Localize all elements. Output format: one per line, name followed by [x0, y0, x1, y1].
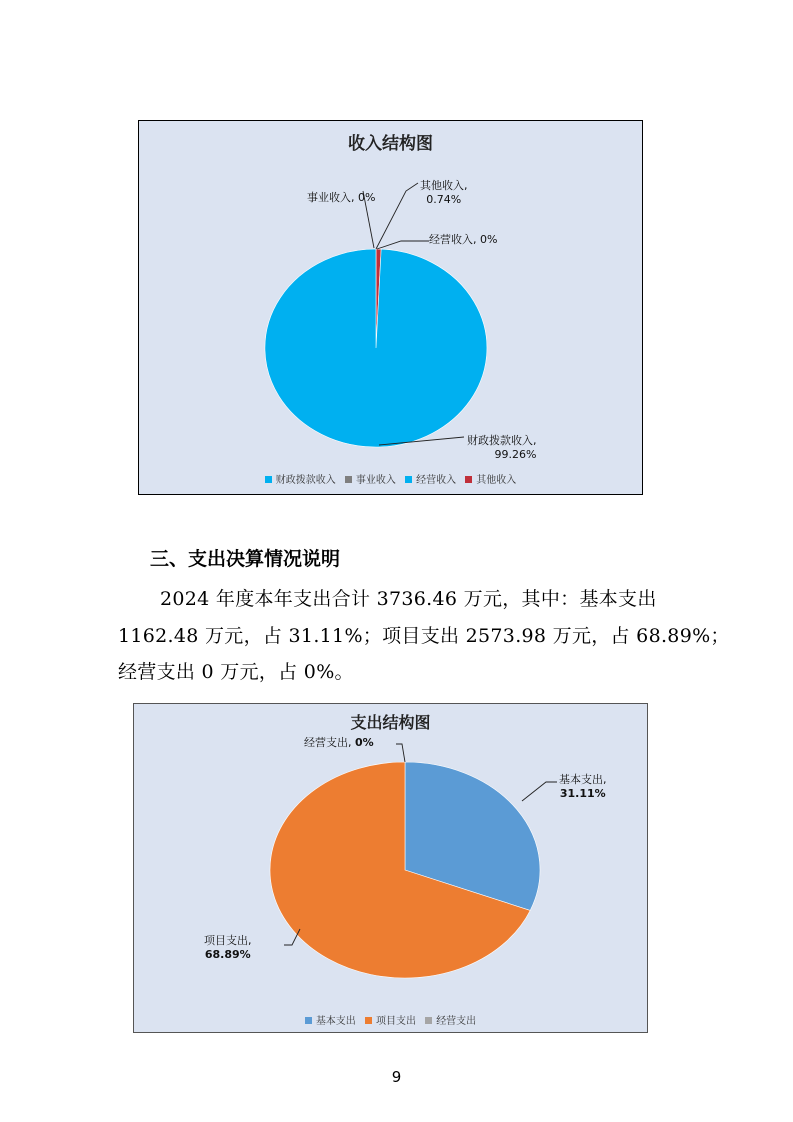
- expenditure-pie-svg: [134, 704, 649, 1034]
- legend-swatch: [365, 1017, 372, 1024]
- legend: [134, 1012, 647, 1027]
- leader-line-0: [396, 744, 405, 762]
- paragraph-line-2: 1162.48 万元，占 31.11%；项目支出 2573.98 万元，占 68.89%；: [118, 625, 730, 647]
- leader-line-1: [376, 183, 418, 249]
- page-number: 9: [391, 1068, 402, 1086]
- legend-item: 经营支出: [425, 1012, 476, 1027]
- chart-title: 收入结构图: [348, 134, 433, 154]
- legend-item: 财政拨款收入: [265, 471, 336, 486]
- paragraph-line-1: 2024 年度本年支出合计 3736.46 万元，其中：基本支出: [160, 588, 657, 610]
- legend-swatch: [345, 476, 352, 483]
- data-label-jiben: 基本支出, 31.11%: [559, 773, 607, 800]
- income-structure-chart: [138, 120, 643, 495]
- data-label-jingying: 经营收入, 0%: [429, 233, 498, 246]
- legend-swatch: [405, 476, 412, 483]
- data-label-caizheng: 财政拨款收入, 99.26%: [467, 434, 537, 461]
- legend-swatch: [305, 1017, 312, 1024]
- pie-slice-caizheng: [265, 249, 487, 447]
- data-label-qita: 其他收入, 0.74%: [420, 179, 468, 206]
- legend-swatch: [265, 476, 272, 483]
- data-label-xiangmu: 项目支出, 68.89%: [204, 934, 252, 961]
- legend: [139, 471, 642, 486]
- legend-swatch: [465, 476, 472, 483]
- legend-item: 其他收入: [465, 471, 516, 486]
- income-pie-svg: [139, 121, 644, 496]
- paragraph-line-3: 经营支出 0 万元，占 0%。: [118, 661, 354, 683]
- data-label-shiye: 事业收入, 0%: [307, 191, 376, 204]
- legend-item: 项目支出: [365, 1012, 416, 1027]
- leader-line-1: [522, 782, 557, 801]
- legend-item: 基本支出: [305, 1012, 356, 1027]
- legend-item: 经营收入: [405, 471, 456, 486]
- data-label-jingying-zhichu: 经营支出, 0%: [304, 736, 374, 749]
- expenditure-structure-chart: [133, 703, 648, 1033]
- legend-swatch: [425, 1017, 432, 1024]
- section-heading: 三、支出决算情况说明: [150, 548, 341, 570]
- leader-line-2: [377, 241, 429, 249]
- chart-title: 支出结构图: [350, 713, 431, 732]
- legend-item: 事业收入: [345, 471, 396, 486]
